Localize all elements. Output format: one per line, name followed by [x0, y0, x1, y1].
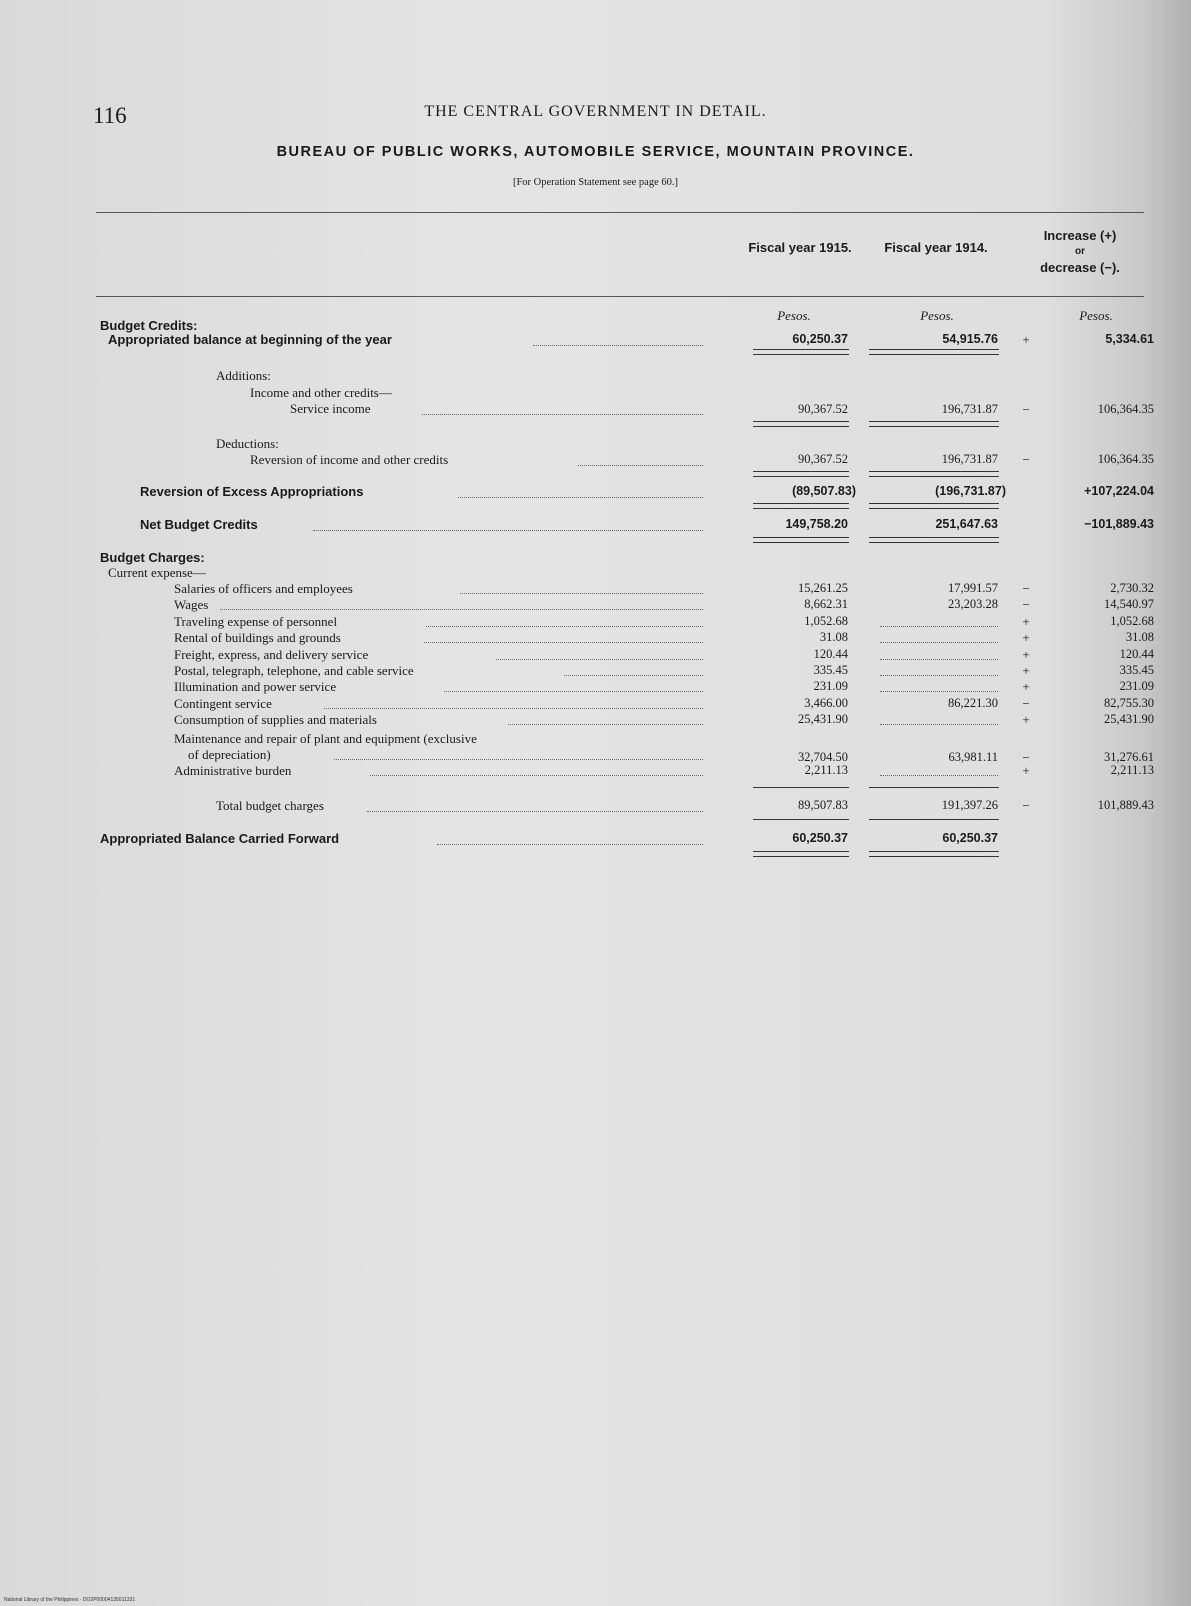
double-rule — [869, 349, 999, 355]
charge-change: 1,052.68 — [1110, 614, 1154, 628]
charge-1915: 335.45 — [813, 663, 848, 677]
charge-sign: + — [1022, 712, 1030, 727]
charge-1915: 231.09 — [813, 679, 848, 693]
charge-label: Traveling expense of personnel — [174, 614, 338, 629]
header-rule — [96, 296, 1144, 297]
administrative-change: 2,211.13 — [1110, 763, 1154, 777]
empty-cell-dots — [880, 675, 998, 676]
double-rule — [869, 851, 999, 857]
reversion-excess-1914: (196,731.87) — [935, 484, 1006, 498]
single-rule — [869, 819, 999, 820]
total-charges-1915: 89,507.83 — [798, 798, 848, 812]
reversion-excess-label: Reversion of Excess Appropriations — [140, 484, 364, 499]
unit-fy1914: Pesos. — [920, 308, 954, 323]
running-head: THE CENTRAL GOVERNMENT IN DETAIL. — [424, 103, 767, 120]
appropriated-1914: 54,915.76 — [942, 332, 998, 346]
service-income-1915: 90,367.52 — [798, 402, 848, 416]
charge-change: 82,755.30 — [1104, 696, 1154, 710]
charge-change: 25,431.90 — [1104, 712, 1154, 726]
appropriated-balance-label: Appropriated balance at beginning of the year — [108, 332, 392, 347]
top-rule — [96, 212, 1144, 213]
column-header-fy1914: Fiscal year 1914. — [884, 240, 988, 255]
charge-1914: 17,991.57 — [948, 581, 998, 595]
charge-change: 14,540.97 — [1104, 597, 1154, 611]
column-header-change — [1010, 228, 1150, 276]
service-income-change: 106,364.35 — [1097, 402, 1154, 416]
net-credits-1915: 149,758.20 — [785, 517, 848, 531]
additions-label: Additions: — [216, 368, 271, 383]
total-charges-1914: 191,397.26 — [941, 798, 998, 812]
double-rule — [753, 421, 849, 427]
maintenance-change: 31,276.61 — [1104, 750, 1154, 764]
charge-change: 31.08 — [1125, 630, 1154, 644]
page-number: 116 — [93, 103, 127, 128]
column-header-fy1915: Fiscal year 1915. — [748, 240, 852, 255]
leader-dots — [424, 642, 703, 643]
charge-1914: 23,203.28 — [948, 597, 998, 611]
charge-1915: 15,261.25 — [798, 581, 848, 595]
charge-label: Rental of buildings and grounds — [174, 630, 341, 645]
total-charges-label: Total budget charges — [216, 798, 324, 813]
empty-cell-dots — [880, 691, 998, 692]
empty-cell-dots — [880, 724, 998, 725]
maintenance-1914: 63,981.11 — [948, 750, 998, 764]
budget-charges-heading: Budget Charges: — [100, 550, 205, 565]
net-credits-change: −101,889.43 — [1084, 517, 1154, 531]
leader-dots — [460, 593, 703, 594]
empty-cell-dots — [880, 626, 998, 627]
unit-change: Pesos. — [1079, 308, 1113, 323]
charge-label: Salaries of officers and employees — [174, 581, 353, 596]
single-rule — [753, 819, 849, 820]
charge-sign: − — [1022, 597, 1030, 612]
charge-label: Illumination and power service — [174, 679, 337, 694]
charge-sign: − — [1022, 581, 1030, 596]
service-income-1914: 196,731.87 — [941, 402, 998, 416]
charge-1915: 8,662.31 — [804, 597, 848, 611]
double-rule — [753, 349, 849, 355]
change-header-line1: Increase (+) — [1043, 228, 1117, 243]
budget-credits-heading: Budget Credits: — [100, 318, 198, 333]
net-budget-credits-label: Net Budget Credits — [140, 517, 258, 532]
maintenance-sign: − — [1022, 750, 1030, 765]
leader-dots — [426, 626, 703, 627]
service-income-label: Service income — [290, 401, 371, 416]
charge-1915: 120.44 — [813, 647, 848, 661]
reversion-income-change: 106,364.35 — [1097, 452, 1154, 466]
double-rule — [869, 503, 999, 509]
leader-dots — [220, 609, 703, 610]
leader-dots — [324, 708, 703, 709]
charge-change: 335.45 — [1119, 663, 1154, 677]
charge-label: Contingent service — [174, 696, 272, 711]
double-rule — [869, 537, 999, 543]
administrative-1915: 2,211.13 — [804, 763, 848, 777]
empty-cell-dots — [880, 775, 998, 776]
leader-dots — [313, 530, 703, 531]
operation-note: [For Operation Statement see page 60.] — [512, 177, 679, 188]
charge-sign: + — [1022, 679, 1030, 694]
maintenance-label-line1: Maintenance and repair of plant and equipment (exclusive — [174, 731, 477, 746]
charge-1915: 3,466.00 — [804, 696, 848, 710]
administrative-label: Administrative burden — [174, 763, 292, 778]
empty-cell-dots — [880, 642, 998, 643]
maintenance-1915: 32,704.50 — [798, 750, 848, 764]
double-rule — [753, 503, 849, 509]
leader-dots — [496, 659, 703, 660]
deductions-label: Deductions: — [216, 436, 279, 451]
leader-dots — [564, 675, 703, 676]
leader-dots — [367, 811, 703, 812]
double-rule — [753, 537, 849, 543]
charge-1914: 86,221.30 — [948, 696, 998, 710]
reversion-income-sign: − — [1022, 452, 1030, 467]
carried-forward-label: Appropriated Balance Carried Forward — [100, 831, 340, 846]
total-charges-change: 101,889.43 — [1097, 798, 1154, 812]
charge-1915: 25,431.90 — [798, 712, 848, 726]
double-rule — [869, 421, 999, 427]
appropriated-sign: + — [1022, 332, 1030, 347]
charge-sign: + — [1022, 614, 1030, 629]
single-rule — [753, 787, 849, 788]
charge-sign: + — [1022, 630, 1030, 645]
single-rule — [869, 787, 999, 788]
charge-1915: 1,052.68 — [804, 614, 848, 628]
charge-sign: + — [1022, 647, 1030, 662]
carried-forward-1914: 60,250.37 — [942, 831, 998, 845]
maintenance-label-line2: of depreciation) — [188, 747, 271, 762]
income-credits-label: Income and other credits— — [250, 385, 392, 400]
leader-dots — [437, 844, 703, 845]
reversion-excess-change: +107,224.04 — [1084, 484, 1154, 498]
current-expense-label: Current expense— — [108, 565, 206, 580]
charge-sign: + — [1022, 663, 1030, 678]
charge-label: Postal, telegraph, telephone, and cable service — [174, 663, 414, 678]
charge-label: Freight, express, and delivery service — [174, 647, 369, 662]
charge-change: 231.09 — [1119, 679, 1154, 693]
double-rule — [869, 471, 999, 477]
leader-dots — [422, 414, 703, 415]
charge-label: Wages — [174, 597, 209, 612]
change-header-line3: decrease (−). — [1040, 260, 1120, 275]
leader-dots — [444, 691, 703, 692]
total-charges-sign: − — [1022, 798, 1030, 813]
leader-dots — [508, 724, 703, 725]
reversion-income-label: Reversion of income and other credits — [250, 452, 449, 467]
leader-dots — [370, 775, 703, 776]
charge-sign: − — [1022, 696, 1030, 711]
charge-change: 120.44 — [1119, 647, 1154, 661]
reversion-excess-1915: (89,507.83) — [792, 484, 856, 498]
leader-dots — [533, 345, 703, 346]
table-title: BUREAU OF PUBLIC WORKS, AUTOMOBILE SERVICE, MOUNTAIN PROVINCE. — [276, 144, 915, 160]
service-income-sign: − — [1022, 402, 1030, 417]
carried-forward-1915: 60,250.37 — [792, 831, 848, 845]
empty-cell-dots — [880, 659, 998, 660]
net-credits-1914: 251,647.63 — [935, 517, 998, 531]
double-rule — [753, 471, 849, 477]
leader-dots — [458, 497, 703, 498]
charge-label: Consumption of supplies and materials — [174, 712, 377, 727]
reversion-income-1915: 90,367.52 — [798, 452, 848, 466]
double-rule — [753, 851, 849, 857]
leader-dots — [578, 465, 703, 466]
appropriated-change: 5,334.61 — [1105, 332, 1154, 346]
charge-1915: 31.08 — [819, 630, 848, 644]
leader-dots — [334, 759, 703, 760]
footer-credit: National Library of the Philippines · DO2P00004135011331 — [4, 1597, 136, 1603]
appropriated-1915: 60,250.37 — [792, 332, 848, 346]
charge-change: 2,730.32 — [1110, 581, 1154, 595]
administrative-sign: + — [1022, 763, 1030, 778]
change-header-line2: or — [1075, 246, 1085, 257]
reversion-income-1914: 196,731.87 — [941, 452, 998, 466]
unit-fy1915: Pesos. — [777, 308, 811, 323]
